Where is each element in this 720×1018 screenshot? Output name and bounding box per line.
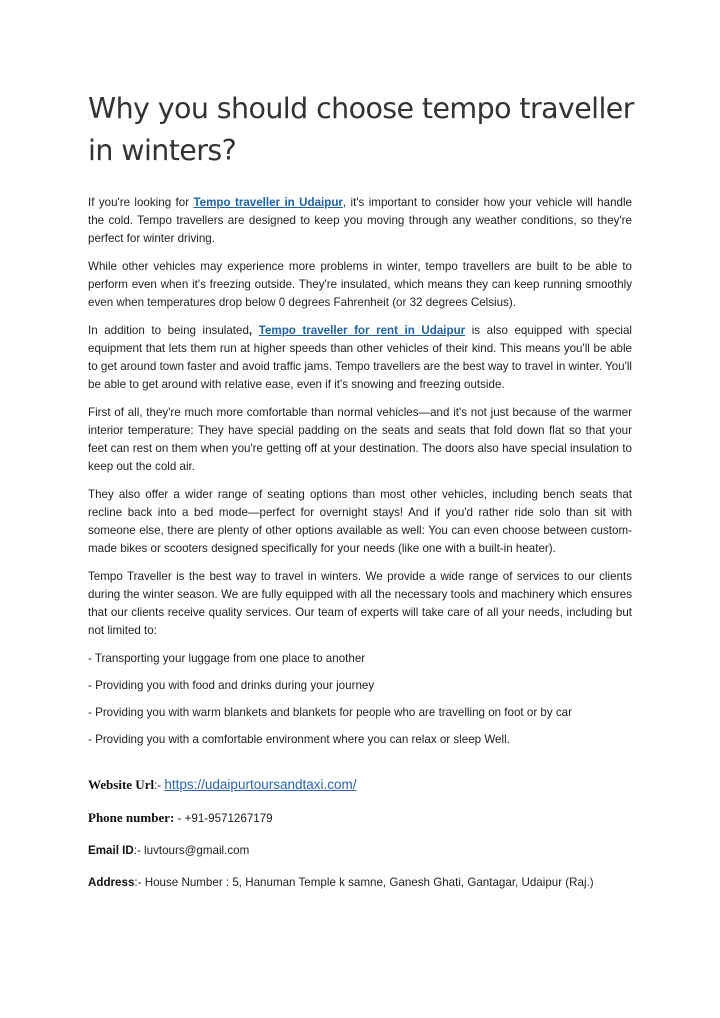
email-value: :- luvtours@gmail.com	[133, 844, 250, 857]
paragraph-text: If you're looking for	[88, 196, 194, 209]
paragraph-equipment	[88, 322, 632, 394]
phone-label: Phone number:	[88, 810, 175, 825]
paragraph-comfort: First of all, they're much more comfortable than normal vehicles—and it's not just because of the warmer interior temperature: They have special padding on the seats and seats that fold down flat so that your feet can rest on them when you're getting off at your destination. The doors also have special insulation to keep out the cold air.	[88, 406, 632, 473]
paragraph-text: , it's important to consider how your vehicle will handle the cold. Tempo travellers are designed to keep you moving through any weather conditions, so they're perfect for winter driving.	[88, 196, 632, 245]
phone-line	[88, 809, 632, 828]
website-label: Website Url	[88, 777, 155, 792]
tempo-traveller-udaipur-link[interactable]: Tempo traveller in Udaipur	[193, 196, 343, 209]
tempo-traveller-rent-link[interactable]: Tempo traveller for rent in Udaipur	[258, 324, 466, 337]
website-url-link[interactable]: https://udaipurtoursandtaxi.com/	[164, 777, 357, 792]
list-item: - Providing you with warm blankets and blankets for people who are travelling on foot or by car	[88, 706, 572, 719]
website-separator: :-	[154, 779, 165, 792]
paragraph-services: Tempo Traveller is the best way to travel in winters. We provide a wide range of services to our clients during the winter season. We are fully equipped with all the necessary tools and machinery which ensures that our clients receive quality services. Our team of experts will take care of all your needs, including but not limited to:	[88, 570, 632, 637]
address-line	[88, 874, 632, 892]
paragraph-insulated: While other vehicles may experience more problems in winter, tempo travellers are built to be able to perform even when it's freezing outside. They're insulated, which means they can keep running smoothly even when temperatures drop below 0 degrees Fahrenheit (or 32 degrees Celsius).	[88, 260, 632, 309]
comma-mark: ,	[248, 324, 253, 337]
list-item: - Providing you with a comfortable environment where you can relax or sleep Well.	[88, 733, 510, 746]
website-line	[88, 776, 632, 795]
address-value: :- House Number : 5, Hanuman Temple k samne, Ganesh Ghati, Gantagar, Udaipur (Raj.)	[134, 876, 594, 889]
paragraph-text: In addition to being insulated	[88, 324, 249, 337]
paragraph-text: is also equipped with special equipment that lets them run at higher speeds than other vehicles of their kind. This means you'll be able to get around town faster and avoid traffic jams. Tempo travellers are the best way to travel in winter. You'll be able to get around with relative ease, even if it's snowing and freezing outside.	[88, 324, 632, 391]
paragraph-seating: They also offer a wider range of seating options than most other vehicles, including bench seats that recline back into a bed mode—perfect for overnight stays! And if you'd rather ride solo than sit with someone else, there are plenty of other options available as well: You can even choose between custom-made bikes or scooters designed specifically for your needs (like one with a built-in heater).	[88, 488, 632, 555]
article-body	[88, 194, 632, 892]
list-item: - Transporting your luggage from one place to another	[88, 652, 366, 665]
email-label: Email ID	[88, 844, 134, 857]
address-label: Address	[88, 876, 135, 889]
contact-section	[88, 776, 632, 892]
email-line	[88, 842, 632, 860]
phone-value: - +91-9571267179	[174, 812, 273, 825]
paragraph-intro	[88, 194, 632, 248]
list-item: - Providing you with food and drinks during your journey	[88, 679, 375, 692]
page-title: Why you should choose tempo traveller in winters?	[88, 92, 634, 167]
